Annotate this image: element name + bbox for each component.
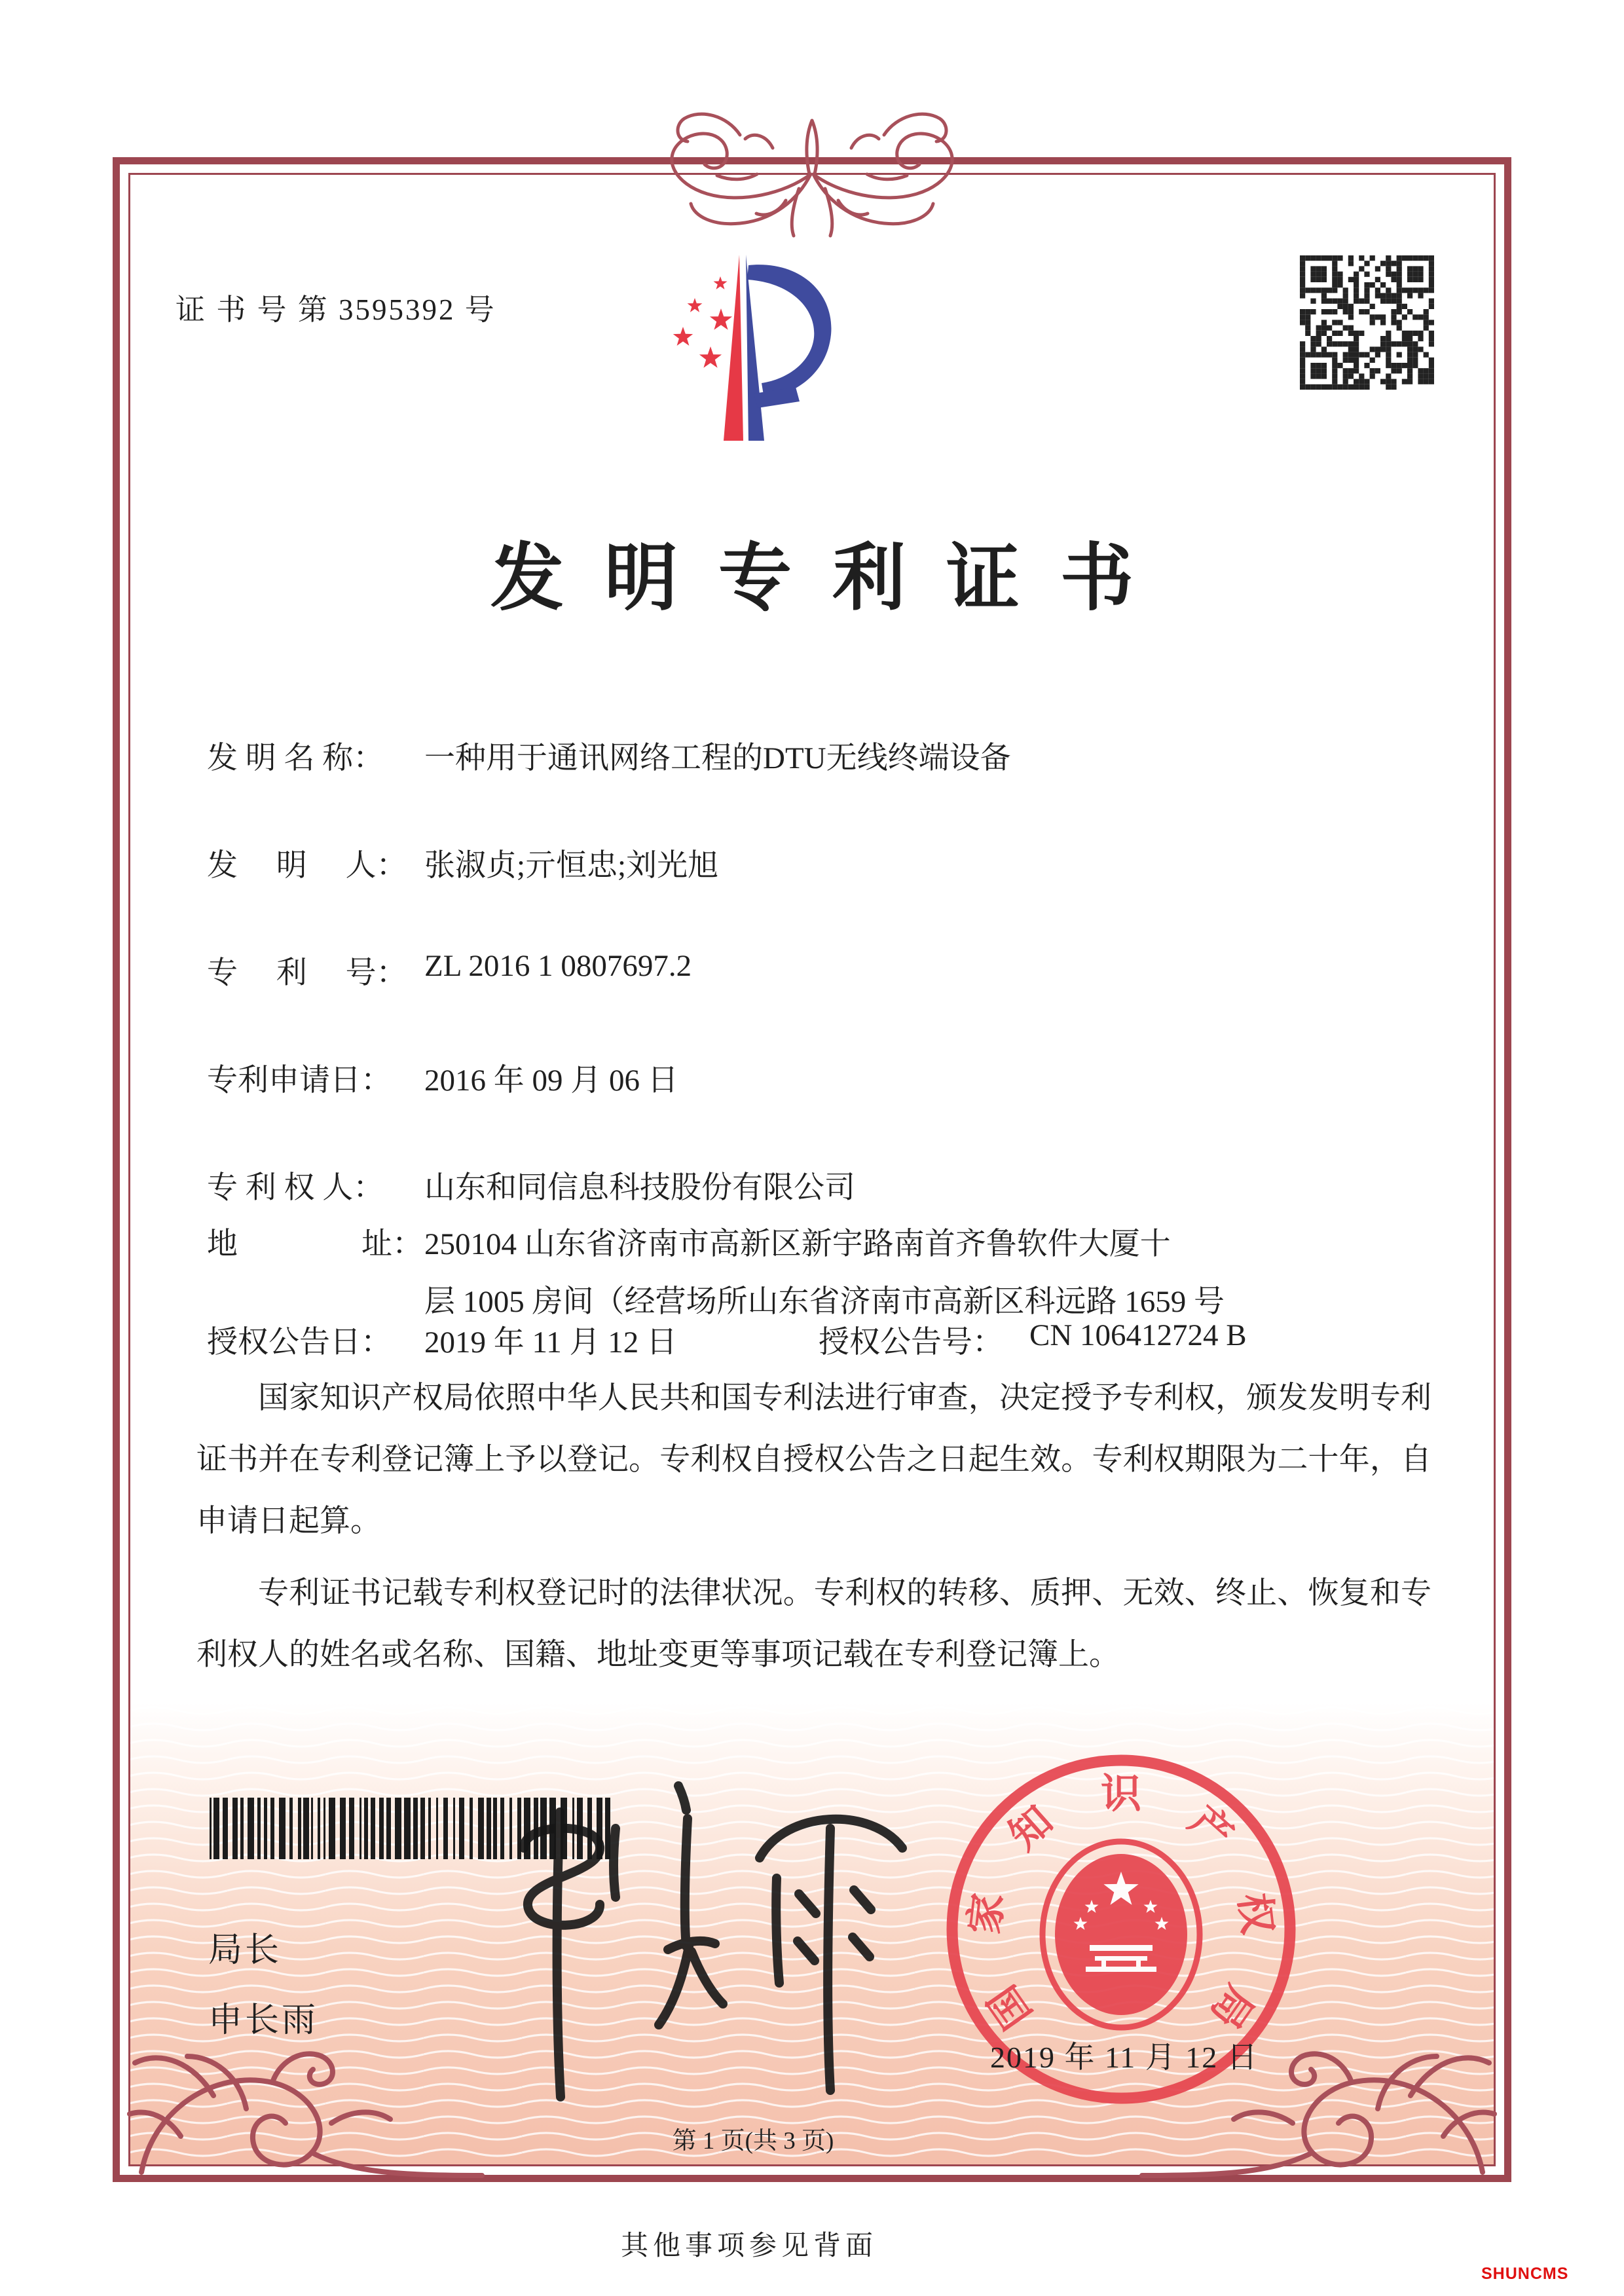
field-value: 山东和同信息科技股份有限公司 (424, 1171, 855, 1205)
field-label: 发 明 名 称： (207, 741, 384, 775)
legal-paragraph-2: 专利证书记载专利权登记时的法律状况。专利权的转移、质押、无效、终止、恢复和专利权人的姓名或名称、国籍、地址变更等事项记载在专利登记簿上。 (196, 1576, 1431, 1672)
field-row-filing-date (0, 1056, 1624, 1098)
logo-p-foot (754, 387, 800, 408)
svg-text:产: 产 (1181, 1798, 1241, 1859)
legal-paragraph-1: 国家知识产权局依照中华人民共和国专利法进行审查，决定授予专利权，颁发发明专利证书并在专利登记簿上予以登记。专利权自授权公告之日起生效。专利权期限为二十年，自申请日起算。 (196, 1381, 1431, 1538)
logo-red-spike (724, 255, 743, 441)
director-title: 局长 (208, 1932, 282, 1969)
svg-text:局: 局 (1202, 1977, 1262, 2037)
field-row-address (0, 1219, 1624, 1259)
logo-p-bowl (747, 265, 831, 399)
logo-blue-spike (746, 255, 764, 441)
field-value: 张淑贞;亓恒忠;刘光旭 (424, 849, 719, 883)
seal-national-emblem (1043, 1842, 1200, 2028)
svg-text:国: 国 (980, 1977, 1041, 2037)
svg-text:知: 知 (1001, 1798, 1061, 1859)
field-row-patentee (0, 1163, 1624, 1205)
field-value: 2016 年 09 月 06 日 (424, 1064, 678, 1098)
field-row-address-2 (0, 1277, 1624, 1319)
field-label: 专 利 权 人： (207, 1171, 384, 1205)
field-label: 专 利 号： (207, 956, 407, 990)
back-note: 其他事项参见背面 (621, 2231, 878, 2261)
svg-text:权: 权 (1230, 1891, 1280, 1936)
address-line1: 250104 山东省济南市高新区新宇路南首齐鲁软件大厦十 (424, 1227, 1171, 1261)
field-value: ZL 2016 1 0807697.2 (424, 949, 692, 983)
svg-text:识: 识 (1100, 1772, 1142, 1817)
field-row-patent-number (0, 948, 1624, 988)
grant-date-value: 2019 年 11 月 12 日 (424, 1325, 678, 1360)
field-label: 发 明 人： (207, 849, 407, 883)
field-row-grant (0, 1318, 1624, 1360)
qr-code (1300, 255, 1434, 390)
field-label: 专利申请日： (207, 1064, 392, 1098)
field-row-invention-name (0, 733, 1624, 773)
cnipa-logo (625, 246, 851, 458)
certificate-title: 发明专利证书 (490, 538, 1174, 620)
page-number: 第 1 页(共 3 页) (672, 2128, 834, 2155)
legal-paragraphs (196, 1367, 1431, 1686)
address-label-zhi: 址： (361, 1227, 423, 1261)
director-signature (452, 1750, 910, 2103)
logo-stars (673, 276, 732, 368)
svg-text:家: 家 (963, 1891, 1012, 1936)
seal-date: 2019 年 11 月 12 日 (990, 2041, 1259, 2074)
director-name: 申长雨 (208, 2002, 319, 2039)
dragon-ornament (576, 97, 1048, 241)
address-label-di: 地 (207, 1227, 238, 1261)
grant-number-value: CN 106412724 B (1029, 1318, 1247, 1352)
grant-date-label: 授权公告日： (207, 1325, 392, 1360)
grant-number-label: 授权公告号： (819, 1325, 1003, 1360)
certificate-number: 证 书 号 第 3595392 号 (175, 293, 496, 326)
address-line2: 层 1005 房间（经营场所山东省济南市高新区科远路 1659 号 (424, 1285, 1225, 1319)
watermark-text: SHUNCMS (1481, 2265, 1569, 2283)
field-value: 一种用于通讯网络工程的DTU无线终端设备 (424, 741, 1011, 775)
field-row-inventors (0, 841, 1624, 883)
